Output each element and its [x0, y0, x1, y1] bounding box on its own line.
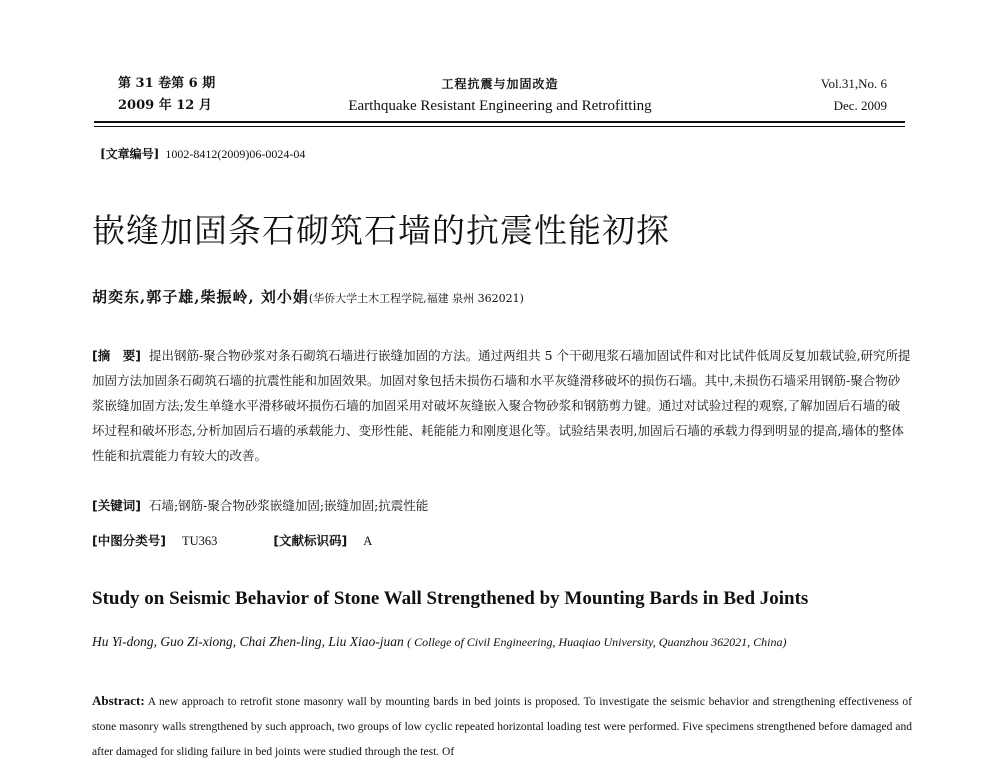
authors-cn	[92, 286, 524, 307]
date-cn: 2009 年 12 月	[118, 98, 212, 113]
classification-line	[92, 531, 372, 549]
author-names-en: Hu Yi-dong, Guo Zi-xiong, Chai Zhen-ling, Liu Xiao-juan	[92, 634, 404, 649]
abstract-cn	[92, 343, 912, 468]
paper-title-en: Study on Seismic Behavior of Stone Wall Strengthened by Mounting Bards in Bed Joints	[92, 588, 809, 609]
journal-name-en: Earthquake Resistant Engineering and Retrofitting	[348, 98, 652, 114]
paper-title-cn: 嵌缝加固条石砌筑石墙的抗震性能初探	[92, 211, 670, 250]
doc-code-value: A	[363, 534, 373, 548]
affiliation-en: ( College of Civil Engineering, Huaqiao University, Quanzhou 362021, China)	[407, 635, 787, 649]
clc-label: [中图分类号]	[92, 533, 166, 548]
affiliation-cn: (华侨大学土木工程学院,福建 泉州 362021)	[308, 292, 524, 305]
clc-value: TU363	[181, 534, 218, 548]
abstract-en	[92, 688, 912, 765]
abstract-en-label: Abstract:	[92, 693, 145, 708]
volume-issue-cn: 第 31 卷第 6 期	[118, 76, 216, 91]
header-rule-thin	[94, 126, 905, 127]
date-en: Dec. 2009	[833, 98, 887, 113]
author-names-cn: 胡奕东,郭子雄,柴振岭, 刘小娟	[92, 288, 309, 306]
journal-name-cn: 工程抗震与加固改造	[441, 77, 559, 91]
header-volume-en	[821, 73, 887, 117]
keywords-cn	[92, 496, 428, 514]
doc-code-label: [文献标识码]	[273, 533, 348, 548]
article-number	[100, 145, 305, 162]
abstract-cn-text: 提出钢筋-聚合物砂浆对条石砌筑石墙进行嵌缝加固的方法。通过两组共 5 个干砌甩浆石墙加固试件和对比试件低周反复加载试验,研究所提加固方法加固条石砌筑石墙的抗震性能和加固效果。加固对象包括未损伤石墙和水平灰缝滑移破坏的损伤石墙。其中,未损伤石墙采用钢筋-聚合物砂浆嵌缝加固方法;发生单缝水平滑移破坏损伤石墙的加固采用对破坏灰缝嵌入聚合物砂浆和钢筋剪力键。通过对试验过程的观察,了解加固后石墙的破坏过程和破坏形态,分析加固后石墙的承载能力、变形性能、耗能能力和刚度退化等。试验结果表明,加固后石墙的承载力得到明显的提高,墙体的整体性能和抗震能力有较大的改善。	[92, 348, 911, 463]
keywords-cn-text: 石墙;钢筋-聚合物砂浆嵌缝加固;嵌缝加固;抗震性能	[148, 498, 429, 513]
authors-en	[92, 630, 912, 654]
abstract-cn-label: [摘 要]	[92, 348, 141, 363]
header-rule-thick	[94, 121, 905, 123]
article-number-label: [文章编号]	[100, 147, 160, 161]
volume-issue-en: Vol.31,No. 6	[820, 76, 887, 91]
abstract-en-text: A new approach to retrofit stone masonry wall by mounting bards in bed joints is proposed. To investigate the seismic behavior and strengthening effectiveness of stone masonry walls strengthened by such approach, two groups of low cyclic repeated horizontal loading test were performed. Five specimens strengthened before damaged and after damaged for sliding failure in bed joints were studied through the test. Of	[92, 696, 912, 758]
keywords-cn-label: [关键词]	[92, 498, 141, 513]
article-number-value: 1002-8412(2009)06-0024-04	[165, 147, 306, 161]
